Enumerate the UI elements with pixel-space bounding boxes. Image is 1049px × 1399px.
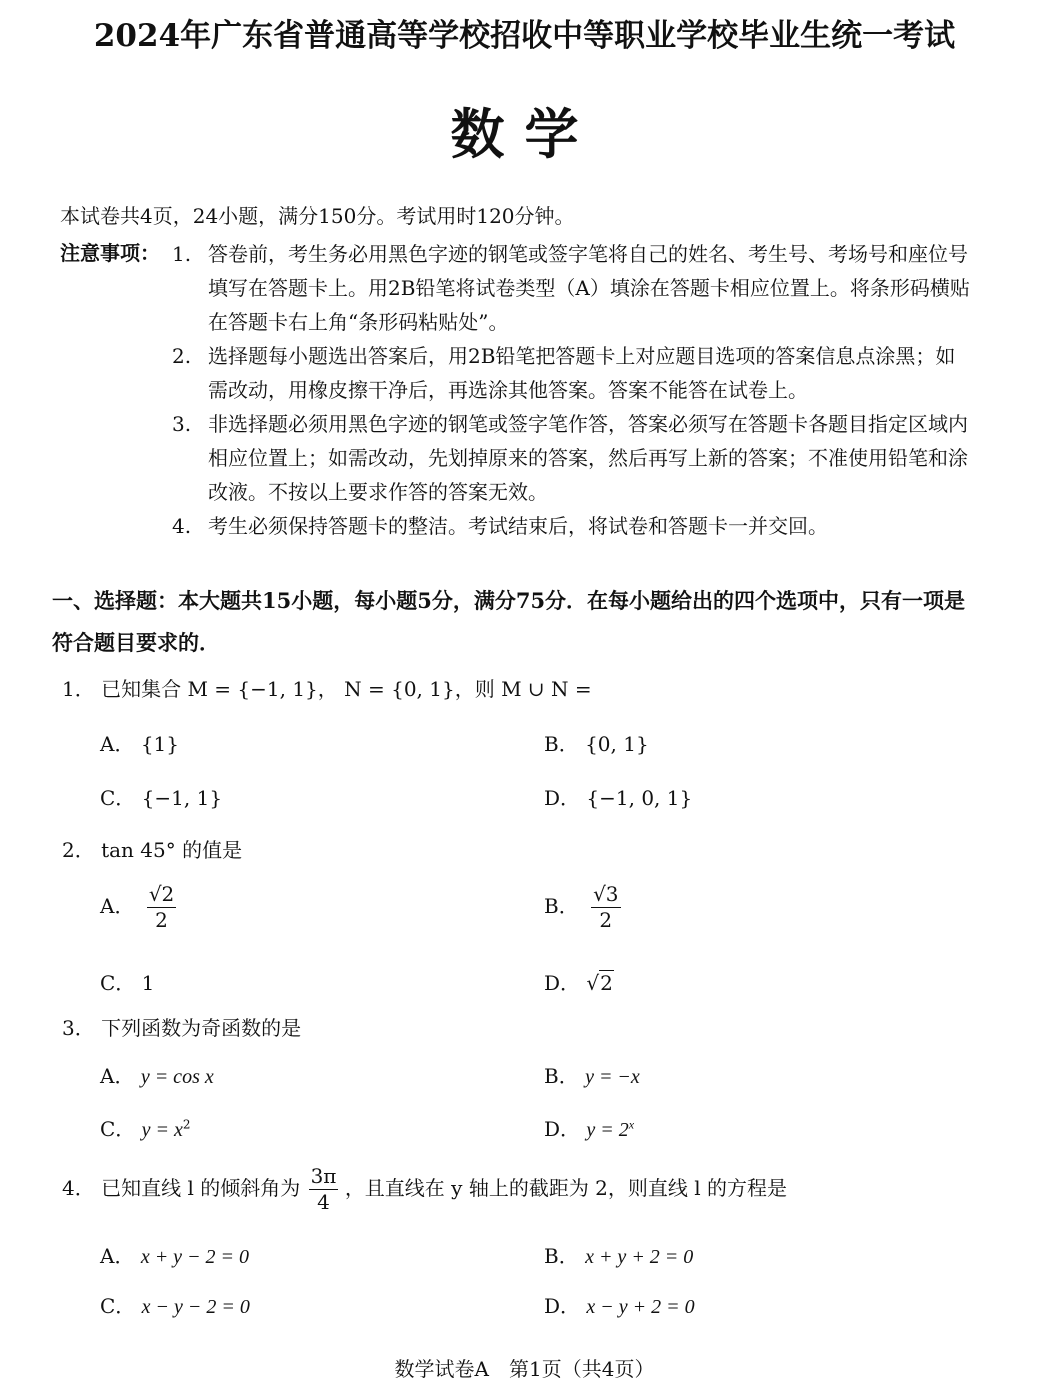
radicand: 2	[600, 971, 613, 995]
option-text: y = x	[141, 1119, 183, 1141]
note-text: 选择题每小题选出答案后，用2B铅笔把答题卡上对应题目选项的答案信息点涂黑；如需改动，用橡皮擦干净后，再选涂其他答案。答案不能答在试卷上。	[208, 344, 956, 402]
option-text: x − y − 2 = 0	[141, 1296, 250, 1318]
q3-option-b[interactable]	[544, 1060, 640, 1089]
q3-option-a[interactable]	[100, 1060, 214, 1089]
fraction-numerator: √3	[593, 882, 619, 906]
exam-intro: 本试卷共4页，24小题，满分150分。考试用时120分钟。	[60, 204, 575, 228]
option-label: D．	[544, 1117, 581, 1141]
note-text: 考生必须保持答题卡的整洁。考试结束后，将试卷和答题卡一并交回。	[208, 514, 828, 538]
q1-option-a[interactable]	[100, 728, 179, 757]
note-number: 4.	[172, 514, 192, 538]
option-label: B．	[544, 894, 579, 918]
option-label: C．	[100, 971, 136, 995]
option-label: A．	[100, 1064, 135, 1088]
q2-option-c[interactable]	[100, 967, 154, 996]
question-number: 2．	[62, 838, 95, 862]
question-stem: 已知集合 M = {−1, 1}， N = {0, 1}，则 M ∪ N =	[101, 677, 592, 701]
option-text: {−1, 1}	[141, 786, 223, 810]
question-number: 3．	[62, 1016, 95, 1040]
q1-option-c[interactable]	[100, 782, 222, 811]
option-label: D．	[544, 786, 581, 810]
option-label: C．	[100, 1117, 136, 1141]
q2-option-b[interactable]	[544, 882, 621, 933]
note-number: 2.	[172, 344, 192, 368]
option-label: B．	[544, 1064, 579, 1088]
exponent: x	[628, 1117, 635, 1132]
question-stem: 下列函数为奇函数的是	[101, 1016, 302, 1040]
question-3	[62, 1012, 301, 1041]
note-text: 答卷前，考生务必用黑色字迹的钢笔或签字笔将自己的姓名、考生号、考场号和座位号填写在答题卡上。用2B铅笔将试卷类型（A）填涂在答题卡相应位置上。将条形码横贴在答题卡右上角“条形码粘贴处”。	[208, 242, 970, 334]
exam-title: 2024年广东省普通高等学校招收中等职业学校毕业生统一考试	[93, 18, 956, 54]
option-label: A．	[100, 732, 135, 756]
q4-option-d[interactable]	[544, 1290, 695, 1319]
option-text: y = cos x	[140, 1066, 214, 1088]
option-text: x + y + 2 = 0	[585, 1246, 694, 1268]
option-text: {−1, 0, 1}	[586, 786, 693, 810]
q4-option-b[interactable]	[544, 1240, 693, 1269]
question-2	[62, 834, 242, 863]
option-text: 1	[141, 971, 155, 995]
notes-label: 注意事项：	[60, 241, 160, 265]
option-text: {0, 1}	[585, 732, 649, 756]
option-label: A．	[100, 894, 135, 918]
note-number: 1.	[172, 242, 192, 266]
fraction-denominator: 4	[317, 1190, 330, 1214]
fraction-denominator: 2	[155, 908, 168, 932]
q4-option-c[interactable]	[100, 1290, 250, 1319]
option-label: D．	[544, 1294, 581, 1318]
fraction-numerator: √2	[148, 882, 175, 906]
option-label: C．	[100, 786, 136, 810]
note-number: 3.	[172, 412, 192, 436]
question-number: 4．	[62, 1176, 95, 1200]
option-text: {1}	[140, 732, 179, 756]
q2-option-a[interactable]	[100, 882, 176, 933]
fraction	[309, 1164, 339, 1215]
option-label: A．	[100, 1244, 135, 1268]
question-stem: ，且直线在 y 轴上的截距为 2，则直线 l 的方程是	[344, 1176, 788, 1200]
option-label: C．	[100, 1294, 136, 1318]
section-heading: 一、选择题：本大题共15小题，每小题5分，满分75分．在每小题给出的四个选项中，只有一项是符合题目要求的．	[52, 588, 966, 655]
q1-option-d[interactable]	[544, 782, 692, 811]
question-stem: 已知直线 l 的倾斜角为	[101, 1176, 301, 1200]
question-1	[62, 673, 592, 702]
exponent: 2	[182, 1117, 191, 1132]
option-text: x + y − 2 = 0	[140, 1246, 250, 1268]
q2-option-d[interactable]	[544, 967, 614, 996]
fraction	[147, 882, 176, 933]
question-number: 1．	[62, 677, 95, 701]
option-label: B．	[544, 732, 579, 756]
q4-option-a[interactable]	[100, 1240, 249, 1269]
subject-title: 数学	[450, 102, 599, 166]
option-text: y = 2	[586, 1119, 629, 1141]
option-text: y = −x	[585, 1066, 640, 1088]
page-footer: 数学试卷A 第1页（共4页）	[394, 1357, 655, 1381]
q1-option-b[interactable]	[544, 728, 649, 757]
option-text: x − y + 2 = 0	[586, 1296, 695, 1318]
note-text: 非选择题必须用黑色字迹的钢笔或签字笔作答，答案必须写在答题卡各题目指定区域内相应位置上；如需改动，先划掉原来的答案，然后再写上新的答案；不准使用铅笔和涂改液。不按以上要求作答的答案无效。	[208, 412, 968, 504]
question-4	[62, 1164, 787, 1215]
q3-option-d[interactable]	[544, 1113, 634, 1142]
option-label: D．	[544, 971, 581, 995]
fraction-denominator: 2	[599, 908, 613, 932]
question-stem: tan 45° 的值是	[101, 838, 243, 862]
fraction	[591, 882, 620, 933]
fraction-numerator: 3π	[310, 1164, 337, 1188]
q3-option-c[interactable]	[100, 1113, 191, 1142]
sqrt-expression: √2	[586, 971, 613, 995]
option-label: B．	[544, 1244, 579, 1268]
